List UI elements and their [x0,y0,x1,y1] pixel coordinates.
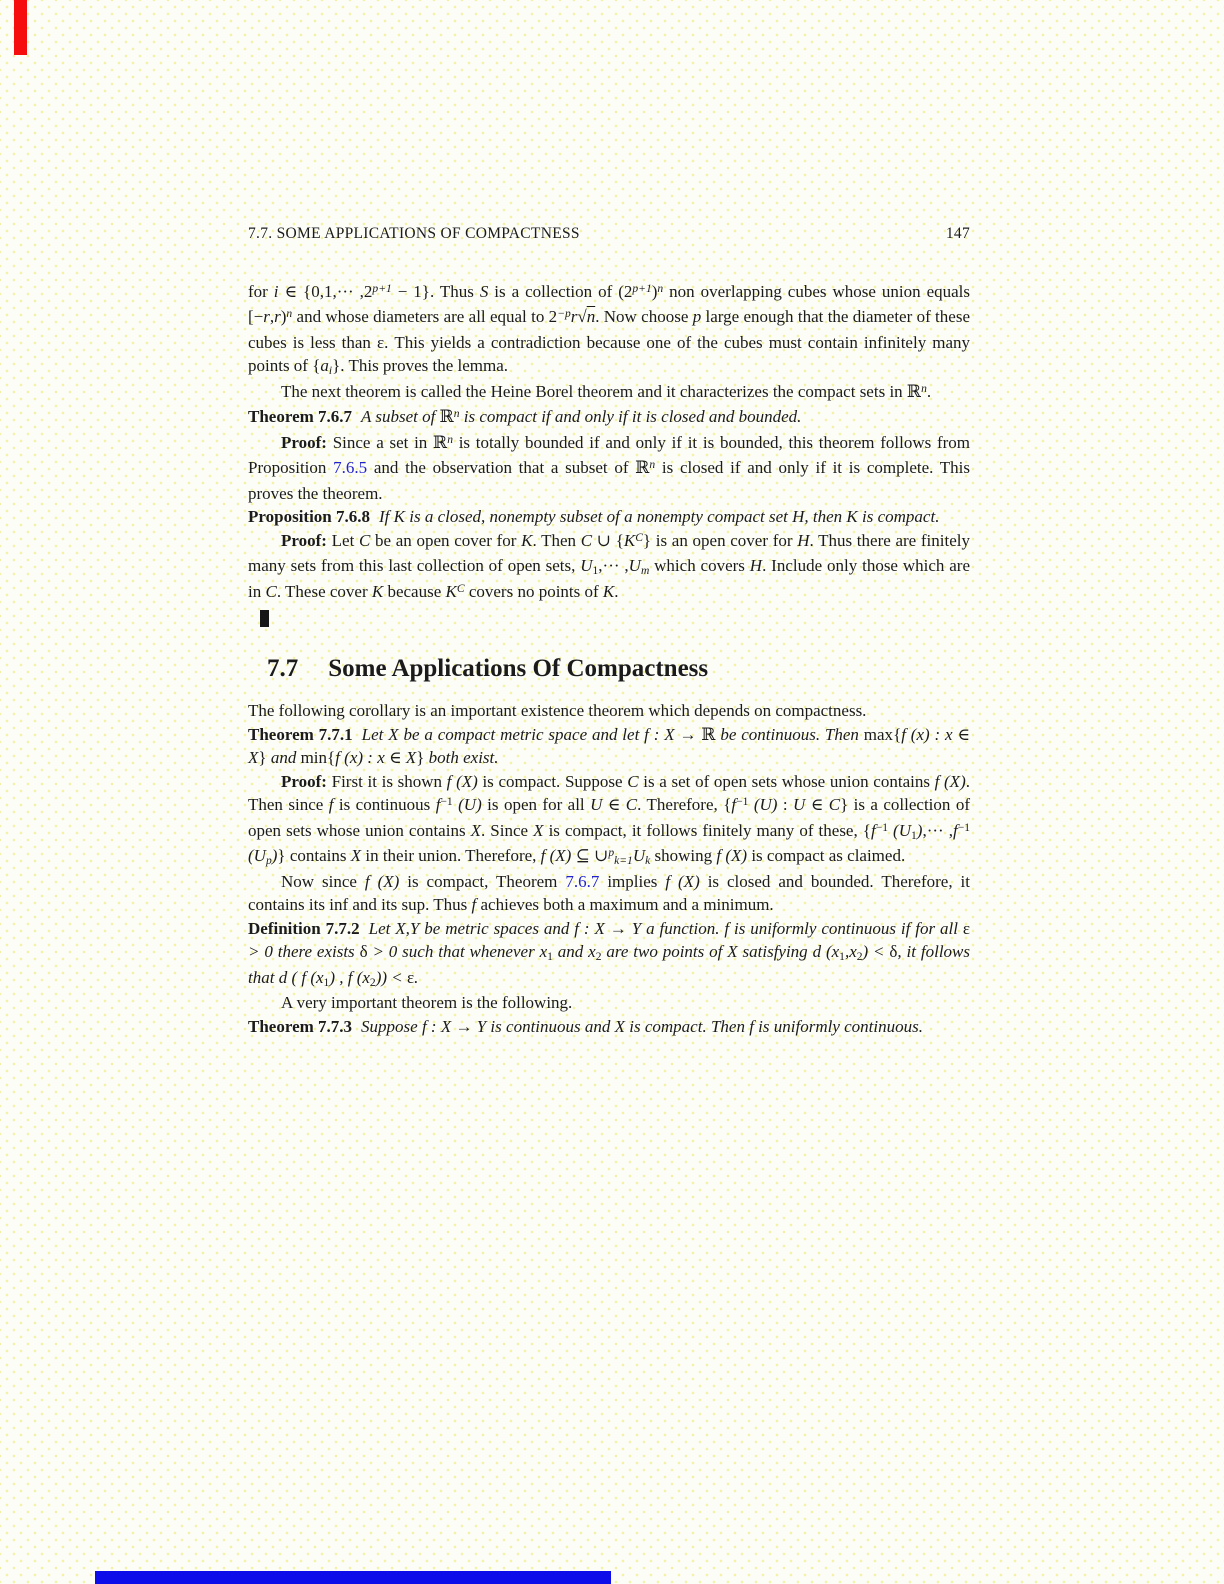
text-run: X [470,820,481,840]
text-run: n [586,307,596,326]
text-run: m [640,564,650,578]
text-run: −1 [957,820,971,834]
text-run: Proposition 7.6.8 [248,507,371,526]
text-run: a [320,356,329,375]
text-run: covers no points of [464,581,603,601]
text-run: K [602,581,615,601]
text-run: ∈ [602,795,626,814]
text-run: (U) [452,795,482,814]
text-run: f (X) [364,871,400,891]
text-run: is a collection of (2 [488,281,633,301]
text-run: r [570,307,578,326]
text-run: ε [962,918,970,938]
text-run: } contains [277,846,351,865]
text-run: Proof: [281,530,332,550]
page-body [248,0,970,1038]
text-run: ∈ [805,795,829,814]
text-run: Theorem 7.7.3 [248,1016,353,1036]
text-run: and the observation that a subset of [367,458,636,477]
section-heading-77 [248,654,970,684]
text-run: − 1}. Thus [391,281,480,301]
text-run: ∈ {0,1,··· ,2 [278,281,373,301]
section-number: 7.7 [267,655,299,682]
text-run: ) , f (x [329,967,370,987]
text-run: ) < [862,942,890,961]
text-run: k [645,854,651,868]
text-run: ∪ { [592,530,624,550]
text-run: large enough that the diameter of these cubes is less than ε. This yields a contradiction because one of the cubes must contain infinitely many points of { [248,307,970,375]
page-number: 147 [945,225,970,242]
text-run: C [580,530,593,550]
text-run: because [383,581,446,601]
text-run: ,··· , [922,820,953,840]
text-run: (U) [748,795,778,814]
text-run: K [445,581,457,601]
text-run: X [350,846,362,865]
text-run: is closed and bounded. Therefore, it contains its inf and its sup. Thus [248,871,970,914]
text-run: Let X be a compact metric space and let f : X → [361,724,702,744]
text-run: > 0 there exists [248,942,360,961]
text-run: 1 [910,828,917,842]
text-run: } is a collection of open sets whose union contains [248,795,970,840]
text-run: and x [552,942,596,961]
text-run: . Include only those which are in [248,556,971,601]
text-run: 1 [323,975,330,989]
cross-reference-link[interactable]: 7.6.7 [565,871,600,891]
text-run: The next theorem is called the Heine Borel theorem and it characterizes the compact sets in [281,381,907,401]
text-run: . [614,581,619,601]
text-run: p+1 [632,281,652,295]
section-title: Some Applications Of Compactness [328,655,709,682]
text-run: (U [248,846,266,865]
text-run: { [327,748,336,767]
text-run: C [456,581,465,595]
page-header [248,222,970,246]
theorem-773 [248,1015,970,1039]
text-run: p [265,854,272,868]
text-run: n [921,381,927,395]
text-run: p [608,846,615,860]
text-run: ) [916,820,923,840]
text-run: which covers [649,556,750,575]
text-run: Since a set in [332,432,434,452]
text-run: First it is shown [331,771,447,791]
text-run: ) [651,281,658,301]
text-run: . Therefore, { [637,795,732,814]
text-run: max [863,724,894,744]
definition-772 [248,917,970,992]
text-run: } is an open cover for [642,530,798,550]
text-run: C [358,530,371,550]
paragraph-now-since [248,870,970,917]
text-run: Proof: [281,432,333,452]
text-run: ℝ [906,381,922,401]
text-run: is a set of open sets whose union contains [638,771,935,791]
text-run: U [628,556,641,575]
theorem-771 [248,723,970,770]
text-run: is open for all [481,795,591,814]
text-run: n [649,458,656,472]
text-run: } [258,748,267,767]
text-run: r [263,307,270,326]
text-run: K [623,530,636,550]
text-run: and whose diameters are all equal to 2 [292,307,558,326]
text-run: . Then since [248,771,970,814]
text-run: is compact, Theorem [399,871,566,891]
paragraph-heine-borel [248,380,970,406]
text-run: δ [359,942,368,961]
text-run: { [893,724,902,744]
text-run: U [793,795,806,814]
text-run: i [273,281,279,301]
text-run: . Thus there are finitely many sets from this last collection of open sets, [248,530,970,575]
text-run: ⊆ ∪ [571,846,609,865]
text-run: ℝ [635,458,650,477]
text-run: for [248,281,274,301]
text-run: f [328,795,334,814]
text-column [248,280,970,1039]
text-run: Theorem 7.7.1 [248,724,353,744]
red-edge-artifact [14,0,27,55]
text-run: Suppose f : X → Y is continuous and X is compact. Then f is uniformly continuous. [361,1016,923,1036]
text-run: is compact. Suppose [477,771,628,791]
text-run: f [435,795,441,814]
text-run: C [828,795,841,814]
text-run: C [635,530,643,544]
paragraph-very-important [248,991,970,1015]
text-run: n [447,432,453,446]
text-run: (U [887,820,911,840]
text-run: C [625,795,638,814]
text-run: non overlapping cubes whose union equals [− [248,281,970,326]
text-run: ε [407,967,415,987]
text-run: n [453,407,460,421]
text-run: Let [331,530,359,550]
text-run: i [328,364,333,378]
text-run: implies [599,871,666,891]
text-run: A subset of [361,407,440,426]
text-run: . Then [532,530,581,550]
text-run: f (X) [540,846,572,865]
blue-edge-artifact [95,1571,611,1584]
text-run: ,··· , [598,556,629,575]
text-run: f [952,820,958,840]
paragraph-cubes [248,280,970,380]
text-run: showing [650,846,717,865]
text-run: p [692,307,702,326]
text-run: H [749,556,763,575]
proof-771 [248,770,970,870]
text-run: . [414,967,419,987]
text-run: Let X,Y be metric spaces and f : X → Y a function. f is uniformly continuous if for all [368,918,963,938]
text-run: f (X) [446,771,478,791]
text-run: ℝ [433,432,448,452]
text-run: 1 [592,564,599,578]
text-run: −1 [875,820,888,834]
text-run: Theorem 7.6.7 [248,407,353,426]
text-run: U [632,846,646,865]
theorem-767 [248,405,970,431]
text-run: −1 [736,795,749,809]
text-run: n [286,307,293,321]
text-run: )) < [375,967,407,987]
text-run: is closed if and only if it is complete. This proves the theorem. [248,458,971,503]
text-run: is compact, it follows finitely many of these, { [543,820,871,840]
text-run: . These cover [276,581,372,601]
text-run: is compact as claimed. [747,846,906,865]
text-run: f (X) [934,771,966,791]
cross-reference-link[interactable]: 7.6.5 [333,458,368,477]
text-run: . Since [481,820,534,840]
text-run: be continuous. Then [715,724,864,744]
text-run: 2 [595,950,602,964]
text-run: achieves both a maximum and a minimum. [476,895,774,914]
text-run: are two points of X satisfying d (x [601,942,840,961]
text-run: 2 [856,950,863,964]
text-run: A very important theorem is the following. [281,993,573,1012]
text-run: ) [271,846,278,865]
text-run: U [590,795,603,814]
text-run: is compact if and only if it is closed and bounded. [459,407,802,426]
text-run: . Now choose [595,307,693,326]
text-run: min [300,748,328,767]
text-run: K [371,581,384,601]
text-run: ) [280,307,287,326]
text-run: f [870,820,876,840]
proof-767 [248,431,970,506]
text-run: Definition 7.7.2 [248,918,360,938]
text-run: If K is a closed, nonempty subset of a nonempty compact set H, then K is compact. [379,507,940,526]
text-run: f [471,895,477,914]
text-run: n [657,281,664,295]
text-run: S [479,281,489,301]
text-run: f (X) [716,846,748,865]
text-run: C [265,581,277,601]
text-run: p+1 [372,281,392,295]
paragraph-corollary-intro [248,699,970,723]
text-run: r [274,307,281,326]
text-run: : [777,795,793,814]
proposition-768 [248,505,970,529]
text-run: The following corollary is an important existence theorem which depends on compactness. [248,701,867,720]
text-run: ℝ [701,724,716,744]
qed-marker [260,610,269,627]
text-run: in their union. Therefore, [361,846,541,865]
text-run: K [521,530,533,550]
text-run: f (x) : x ∈ X [248,724,971,767]
text-run: 1 [547,950,553,964]
text-run: both exist. [424,748,499,767]
text-run: f (x) : x ∈ X [335,748,417,767]
text-run: Proof: [281,771,332,791]
text-run: ℝ [439,407,454,426]
running-title: 7.7. SOME APPLICATIONS OF COMPACTNESS [248,225,580,242]
text-run: −1 [440,795,453,809]
text-run: f (X) [665,871,700,891]
text-run: Now since [281,871,365,891]
text-run: } [416,748,425,767]
text-run: √ [577,307,587,326]
text-run: > 0 such that whenever x [367,942,548,961]
text-run: 1 [839,950,845,964]
text-run: , it follows that d ( f (x [248,942,970,987]
text-run: C [627,771,639,791]
text-run: f [731,795,737,814]
text-run: k=1 [614,854,633,868]
text-run: ,x [844,942,857,961]
text-run: is totally bounded if and only if it is bounded, this theorem follows from Proposition [248,432,970,477]
text-run: be an open cover for [370,530,522,550]
text-run: δ [889,942,898,961]
text-run: and [266,748,301,767]
text-run: is continuous [333,795,436,814]
text-run: X [533,820,544,840]
text-run: . [926,381,932,401]
text-run: −p [557,307,571,321]
text-run: U [580,556,593,575]
proof-768 [248,529,970,606]
text-run: H [797,530,810,550]
text-run: 2 [369,975,376,989]
text-run: , [269,307,275,326]
text-run: }. This proves the lemma. [332,356,509,375]
